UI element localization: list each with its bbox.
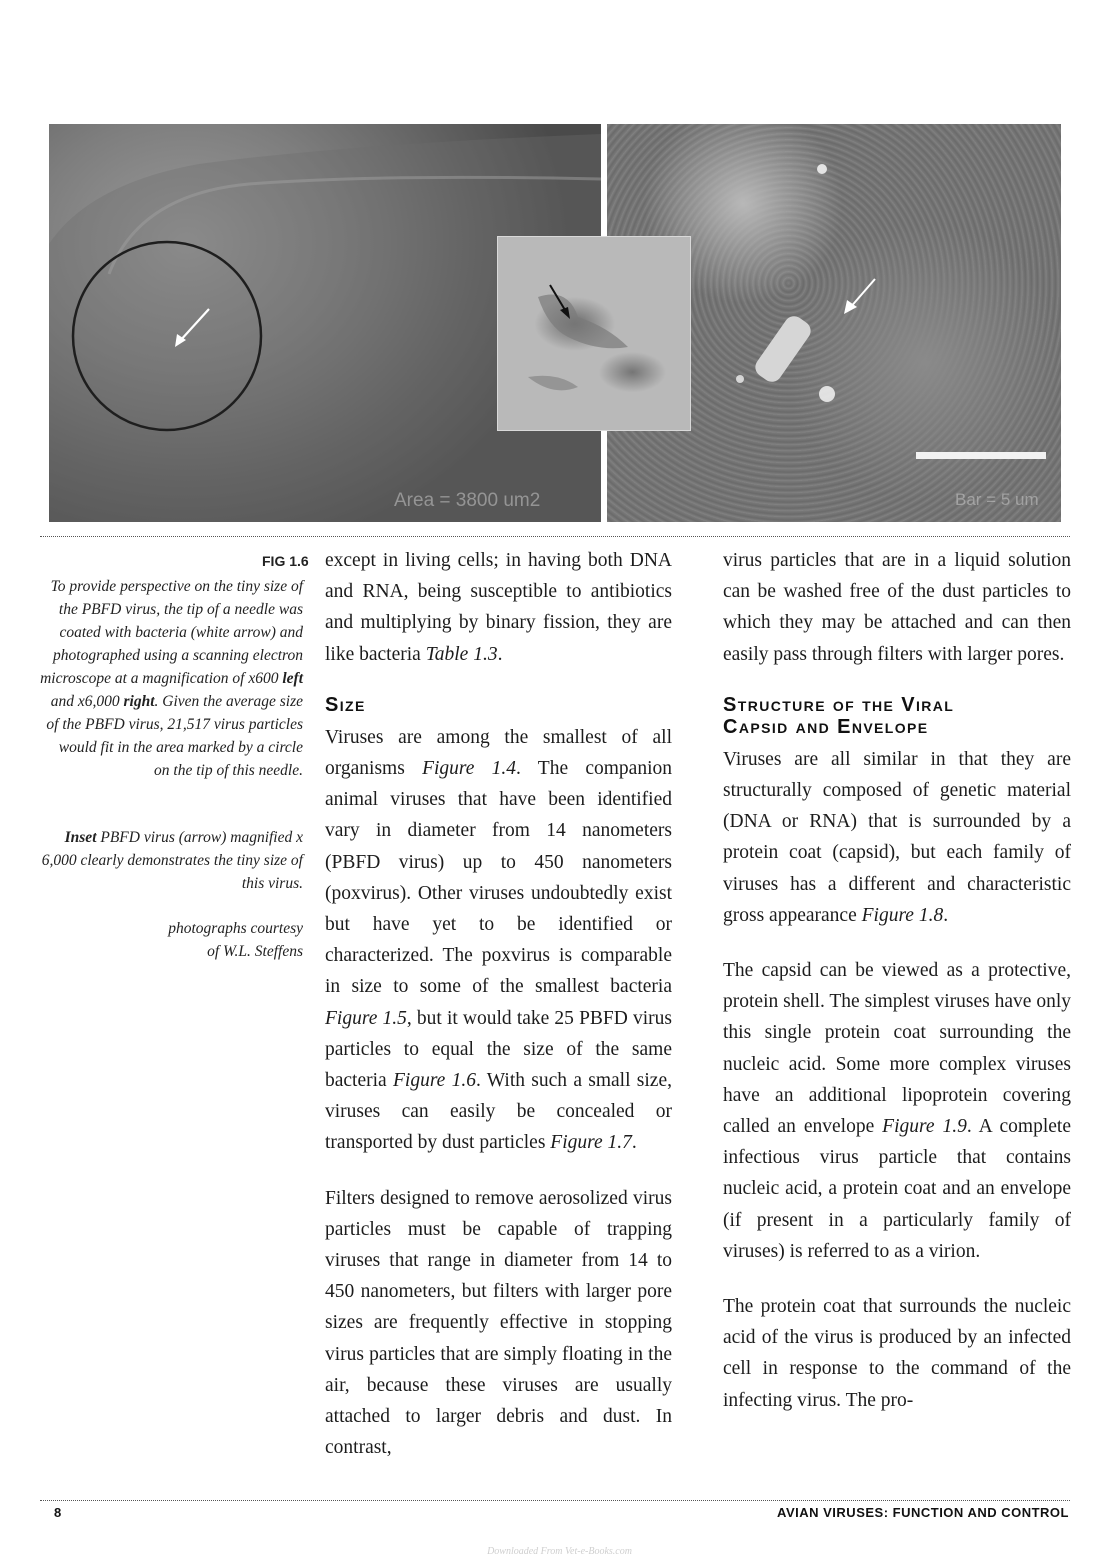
paragraph: The protein coat that surrounds the nucleic acid of the virus is produced by an infected cell in response to the command of the infecting virus. The pro- — [723, 1296, 1071, 1411]
body-column-2 — [723, 545, 1071, 1440]
page-number: 8 — [54, 1505, 62, 1520]
paragraph: virus particles that are in a liquid solution can be washed free of the dust particles to which they may be attached and can then easily pass through filters with larger pores. — [723, 550, 1071, 665]
figure-divider — [40, 536, 1070, 537]
inset-micrograph — [497, 236, 691, 431]
footer-divider — [40, 1500, 1070, 1501]
bar-overlay-text: Bar = 5 um — [955, 490, 1039, 509]
section-heading-size: Size — [325, 693, 366, 716]
area-overlay-text: Area = 3800 um2 — [394, 490, 541, 511]
watermark: Downloaded From Vet-e-Books.com — [487, 1546, 632, 1557]
paragraph: Filters designed to remove aerosolized virus particles must be capable of trapping viruses that range in diameter from 14 to 450 nanometers, but filters with larger pore sizes are frequently effective in stopping virus particles that are simply floating in the air, because these viruses are usually attached to larger debris and dust. In contrast, — [325, 1187, 672, 1459]
figure-caption: To provide perspective on the tiny size of the PBFD virus, the tip of a needle was coated with bacteria (white arrow) and photographed using a scanning electron microscope at a magnification of x600 left and x6,000 right. Given the average size of the PBFD virus, 21,517 virus particles would fit in the area marked by a circle on the tip of this needle. — [40, 578, 303, 779]
inset-drawing — [498, 237, 690, 430]
paragraph: Viruses are among the smallest of all organisms Figure 1.4. The companion animal viruses that have been identified vary in diameter from 14 nanometers (PBFD virus) up to 450 nanometers (poxvirus). Other viruses undoubtedly exist but have yet to be identified or characterized. The poxvirus is comparable in size to some of the smallest bacteria Figure 1.5, but it would take 25 PBFD virus particles to equal the size of the same bacteria Figure 1.6. With such a small size, viruses can easily be concealed or transported by dust particles Figure 1.7. — [325, 726, 672, 1154]
section-heading-structure: Structure of the Viral Capsid and Envelope — [723, 693, 955, 738]
paragraph: Viruses are all similar in that they are structurally composed of genetic material (DNA or RNA) that is surrounded by a protein coat (capsid), but each family of viruses has a different and characteristic gross appearance Figure 1.8. — [723, 748, 1071, 926]
running-title: AVIAN VIRUSES: FUNCTION AND CONTROL — [777, 1505, 1069, 1520]
scale-bar — [916, 452, 1046, 459]
paragraph: except in living cells; in having both DNA and RNA, being susceptible to antibiotics and multiplying by binary fission, they are like bacteria Table 1.3. — [325, 550, 672, 665]
paragraph: The capsid can be viewed as a protective, protein shell. The simplest viruses have only this single protein coat surrounding the nucleic acid. Some more complex viruses have an additional lipoprotein covering called an envelope Figure 1.9. A complete infectious virus particle that contains nucleic acid, a protein coat and an envelope (if present in a particularly family of viruses) is referred to as a virion. — [723, 960, 1071, 1262]
photo-credit: photographs courtesy of W.L. Steffens — [168, 920, 303, 960]
body-column-1 — [325, 545, 672, 1487]
virus-particle-shape — [751, 312, 814, 385]
figure-label: FIG 1.6 — [262, 553, 309, 569]
inset-caption: Inset PBFD virus (arrow) magnified x 6,000 clearly demonstrates the tiny size of this virus. — [41, 829, 303, 892]
